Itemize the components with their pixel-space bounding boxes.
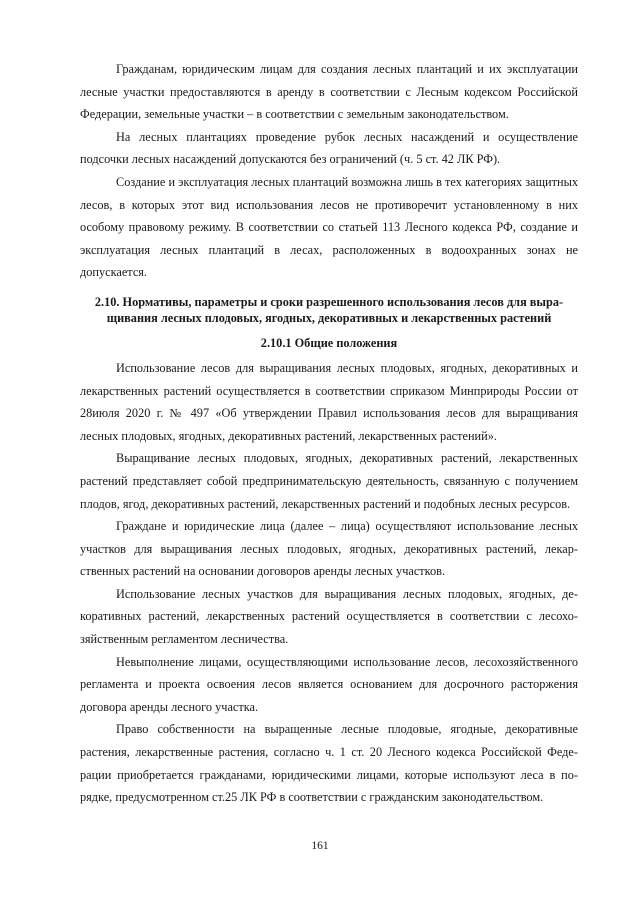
paragraph: Использование лесов для выращивания лесных плодовых, ягодных, декоративных и лекарственных растений осуществляется в соответствии сприказом Минприроды России от 28июля 2020 г. № 497 «Об утверждении Правил использования лесов для выращивания лесных плодовых, ягодных, декоративных растений, лекарственных растений». (80, 360, 578, 443)
page-number: 161 (311, 840, 329, 852)
page-content (80, 58, 578, 809)
paragraph: Выращивание лесных плодовых, ягодных, декоративных растений, лекарственных растений представляет собой предпринимательскую деятельность, связанную с получением плодов, ягод, декоративных растений, лекарственных растений и подобных лесных ресурсов. (80, 451, 578, 511)
paragraph: Гражданам, юридическим лицам для создания лесных плантаций и их эксплуатации лесные участки предоставляются в аренду в соответствии с Лесным кодексом Российской Федерации, земельные участки – в соответствии с земельным законодательством. (80, 62, 578, 122)
paragraph: На лесных плантациях проведение рубок лесных насаждений и осуществление подсочки лесных насаждений допускаются без ограничений (ч. 5 ст. 42 ЛК РФ). (80, 129, 578, 167)
section-heading: 2.10. Нормативы, параметры и сроки разрешенного использования лесов для выращивания лесных плодовых, ягодных, декоративных и лекарственных растений (94, 294, 564, 326)
paragraph: Создание и эксплуатация лесных плантаций возможна лишь в тех категориях защитных лесов, в которых этот вид использования лесов не противоречит установленному в них особому правовому режиму. В соответствии со статьей 113 Лесного кодекса РФ, создание и эксплуатация лесных плантаций в лесах, расположенных в водоохранных зонах не допускается. (80, 174, 578, 280)
paragraph: Невыполнение лицами, осуществляющими использование лесов, лесохозяйственного регламента и проекта освоения лесов является основанием для досрочного расторжения договора аренды лесного участка. (80, 654, 578, 714)
paragraph: Граждане и юридические лица (далее – лица) осуществляют использование лесных участков для выращивания лесных плодовых, ягодных, декоративных растений, лекарственных растений на основании договоров аренды лесных участков. (80, 519, 578, 579)
paragraph: Право собственности на выращенные лесные плодовые, ягодные, декоративные растения, лекарственные растения, согласно ч. 1 ст. 20 Лесного кодекса Российской Федерации приобретается гражданами, юридическими лицами, которые используют леса в порядке, предусмотренном ст.25 ЛК РФ в соответствии с гражданским законодательством. (80, 722, 578, 805)
subsection-heading: 2.10.1 Общие положения (260, 335, 398, 350)
paragraph: Использование лесных участков для выращивания лесных плодовых, ягодных, декоративных растений, лекарственных растений осуществляется в соответствии с лесохозяйственным регламентом лесничества. (80, 586, 578, 647)
